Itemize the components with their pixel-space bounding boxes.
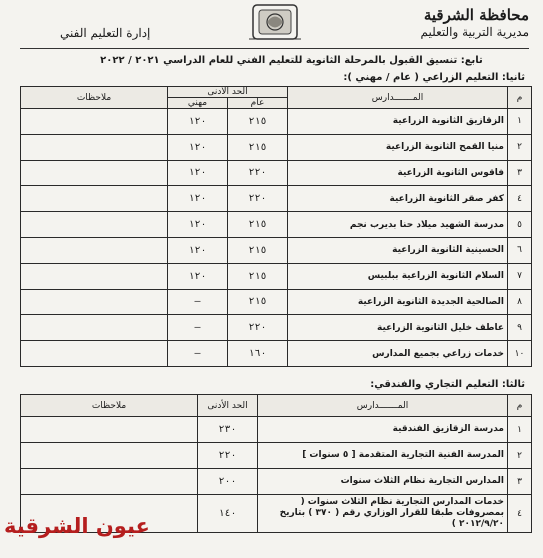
commercial-table [20, 394, 532, 533]
notes-cell [21, 289, 168, 315]
col-header-notes: ملاحظات [21, 395, 198, 417]
notes-cell [21, 186, 168, 212]
min-score-vocational: ١٢٠ [168, 134, 228, 160]
school-name: منيا القمح الثانوية الزراعية [288, 134, 508, 160]
min-score-general: ٢١٥ [228, 212, 288, 238]
school-name: فاقوس الثانوية الزراعية [288, 160, 508, 186]
col-header-schools: المـــــــدارس [258, 395, 508, 417]
notes-cell [21, 109, 168, 135]
agricultural-table [20, 86, 532, 367]
notes-cell [21, 341, 168, 367]
min-score-general: ٢٢٠ [228, 186, 288, 212]
table-row [21, 263, 532, 289]
section-title-commercial: ثالثا: التعليم التجاري والفندقي: [370, 379, 525, 390]
school-name: الحسينية الثانوية الزراعية [288, 237, 508, 263]
row-number: ٤ [508, 186, 532, 212]
min-score-vocational: ١٢٠ [168, 237, 228, 263]
table-row [21, 237, 532, 263]
row-number: ٨ [508, 289, 532, 315]
emblem-logo [247, 3, 303, 43]
table-row [21, 417, 532, 443]
notes-cell [21, 212, 168, 238]
min-score-general: ٢١٥ [228, 263, 288, 289]
min-score-vocational: — [168, 289, 228, 315]
table-row [21, 186, 532, 212]
col-header-num: م [508, 395, 532, 417]
notes-cell [21, 134, 168, 160]
document-subtitle: تابع: تنسيق القبول بالمرحلة الثانوية للتعليم الفني للعام الدراسي ٢٠٢١ / ٢٠٢٢ [100, 55, 483, 66]
col-header-general: عام [228, 98, 288, 109]
table-row [21, 289, 532, 315]
school-name: السلام الثانوية الزراعية ببلبيس [288, 263, 508, 289]
table-row [21, 134, 532, 160]
min-score-general: ٢٢٠ [228, 160, 288, 186]
table-row [21, 341, 532, 367]
min-score-vocational: ١٢٠ [168, 212, 228, 238]
row-number: ٢ [508, 443, 532, 469]
directorate-name: مديرية التربية والتعليم [420, 25, 529, 39]
col-header-num: م [508, 87, 532, 109]
min-score: ٢٢٠ [198, 443, 258, 469]
min-score-general: ٢١٥ [228, 237, 288, 263]
school-name: خدمات المدارس التجارية نظام الثلاث سنوات ( بمصروفات طبقا للقرار الوزاري رقم ( ٣٧٠ ) بتاريخ ٢٠١٢/٩/٢٠ ) [258, 495, 508, 533]
letterhead-right [421, 6, 530, 39]
school-name: المدرسة الفنية التجارية المتقدمة [ ٥ سنوات ] [258, 443, 508, 469]
row-number: ١٠ [508, 341, 532, 367]
min-score-vocational: ١٢٠ [168, 160, 228, 186]
school-name: كفر صقر الثانوية الزراعية [288, 186, 508, 212]
header-divider [20, 48, 529, 49]
notes-cell [21, 469, 198, 495]
col-header-min: الحد الأدنى [198, 395, 258, 417]
col-header-notes: ملاحظات [21, 87, 168, 109]
school-name: الزقازيق الثانوية الزراعية [288, 109, 508, 135]
min-score: ٢٣٠ [198, 417, 258, 443]
min-score-vocational: ١٢٠ [168, 186, 228, 212]
school-name: المدارس التجارية نظام الثلاث سنوات [258, 469, 508, 495]
table-row [21, 315, 532, 341]
notes-cell [21, 263, 168, 289]
notes-cell [21, 315, 168, 341]
school-name: مدرسة الزقازيق الفندقية [258, 417, 508, 443]
table-row [21, 212, 532, 238]
min-score-vocational: — [168, 341, 228, 367]
min-score-general: ٢١٥ [228, 289, 288, 315]
section-title-agricultural: ثانيا: التعليم الزراعي ( عام / مهني ): [343, 72, 525, 83]
min-score-vocational: — [168, 315, 228, 341]
table-row [21, 469, 532, 495]
notes-cell [21, 160, 168, 186]
min-score-general: ٢١٥ [228, 134, 288, 160]
row-number: ١ [508, 109, 532, 135]
school-name: عاطف خليل الثانوية الزراعية [288, 315, 508, 341]
min-score-general: ١٦٠ [228, 341, 288, 367]
min-score: ٢٠٠ [198, 469, 258, 495]
min-score: ١٤٠ [198, 495, 258, 533]
notes-cell [21, 237, 168, 263]
row-number: ٥ [508, 212, 532, 238]
table-row [21, 109, 532, 135]
row-number: ٦ [508, 237, 532, 263]
watermark-logo-text: عيون الشرقية [4, 514, 150, 538]
col-header-min: الحد الأدنى [168, 87, 288, 98]
table-row [21, 443, 532, 469]
school-name: مدرسة الشهيد ميلاد حنا بديرب نجم [288, 212, 508, 238]
min-score-vocational: ١٢٠ [168, 109, 228, 135]
min-score-vocational: ١٢٠ [168, 263, 228, 289]
col-header-schools: المـــــــدارس [288, 87, 508, 109]
row-number: ٢ [508, 134, 532, 160]
school-name: خدمات زراعي بجميع المدارس [288, 341, 508, 367]
col-header-vocational: مهني [168, 98, 228, 109]
notes-cell [21, 417, 198, 443]
table-row [21, 160, 532, 186]
row-number: ٣ [508, 160, 532, 186]
row-number: ٧ [508, 263, 532, 289]
row-number: ٤ [508, 495, 532, 533]
row-number: ٩ [508, 315, 532, 341]
min-score-general: ٢٢٠ [228, 315, 288, 341]
notes-cell [21, 443, 198, 469]
department-name: إدارة التعليم الفني [60, 26, 151, 40]
row-number: ٣ [508, 469, 532, 495]
row-number: ١ [508, 417, 532, 443]
school-name: الصالحية الجديدة الثانوية الزراعية [288, 289, 508, 315]
governorate-name: محافظة الشرقية [423, 6, 529, 24]
min-score-general: ٢١٥ [228, 109, 288, 135]
